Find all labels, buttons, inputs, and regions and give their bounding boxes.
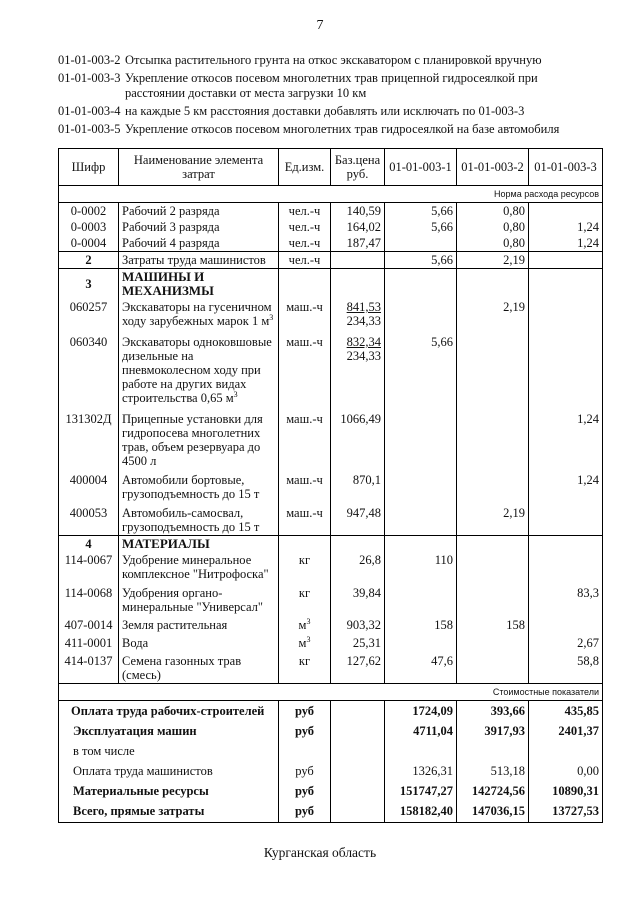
row-name: Вода (119, 633, 279, 651)
cost-label: Стоимостные показатели (59, 684, 603, 701)
row-name: Рабочий 3 разряда (119, 219, 279, 235)
row-c3: 2,67 (529, 633, 603, 651)
total-name: Оплата труда рабочих-строителей (59, 701, 279, 722)
intro-code: 01-01-003-4 (58, 104, 121, 118)
row-code: 0-0004 (59, 235, 119, 252)
header-col2: 01-01-003-2 (457, 149, 529, 186)
row-unit: кг (279, 552, 331, 582)
row-c2: 158 (457, 615, 529, 633)
row-unit: кг (279, 582, 331, 615)
total-c1: 1326,31 (385, 761, 457, 781)
total-c3: 13727,53 (529, 801, 603, 823)
row-c3 (529, 615, 603, 633)
row-c2 (457, 329, 529, 406)
row-c3: 1,24 (529, 219, 603, 235)
row-c1 (385, 406, 457, 469)
table-row (59, 406, 603, 469)
total-c3 (529, 741, 603, 761)
total-row (59, 781, 603, 801)
total-c2: 147036,15 (457, 801, 529, 823)
header-price: Баз.цена руб. (331, 149, 385, 186)
row-c2: 2,19 (457, 252, 529, 269)
row-c1 (385, 469, 457, 502)
row-unit: маш.-ч (279, 469, 331, 502)
row-name: Затраты труда машинистов (119, 252, 279, 269)
row-price: 832,34 234,33 (331, 329, 385, 406)
row-name: Прицепные установки для гидропосева многолетних трав, объем резервуара до 4500 л (119, 406, 279, 469)
row-price: 39,84 (331, 582, 385, 615)
total-unit: руб (279, 721, 331, 741)
row-code: 407-0014 (59, 615, 119, 633)
total-c2 (457, 741, 529, 761)
intro-list (58, 53, 598, 140)
resource-table (58, 148, 603, 823)
row-c1: 110 (385, 552, 457, 582)
intro-item (58, 122, 598, 137)
table-row (59, 203, 603, 220)
intro-text: на каждые 5 км расстояния доставки добавлять или исключать по 01-003-3 (125, 104, 525, 118)
row-unit: маш.-ч (279, 406, 331, 469)
table-header-row (59, 149, 603, 186)
section-code: 4 (59, 536, 119, 553)
row-code: 411-0001 (59, 633, 119, 651)
row-name: Семена газонных трав (смесь) (119, 651, 279, 684)
table-row (59, 299, 603, 329)
total-c2: 142724,56 (457, 781, 529, 801)
header-name: Наименование элемента затрат (119, 149, 279, 186)
row-c1: 47,6 (385, 651, 457, 684)
row-name: Земля растительная (119, 615, 279, 633)
total-row (59, 801, 603, 823)
row-c2: 0,80 (457, 203, 529, 220)
norm-label: Норма расхода ресурсов (59, 186, 603, 203)
total-row (59, 741, 603, 761)
row-name: Экскаваторы на гусеничном ходу зарубежных марок 1 $м^3$ (119, 299, 279, 329)
section-header-machines (59, 269, 603, 300)
header-col1: 01-01-003-1 (385, 149, 457, 186)
row-name: Рабочий 4 разряда (119, 235, 279, 252)
table-row (59, 633, 603, 651)
row-unit: маш.-ч (279, 299, 331, 329)
section-header-materials (59, 536, 603, 553)
total-c3: 435,85 (529, 701, 603, 722)
row-c2: 2,19 (457, 502, 529, 536)
row-code: 060257 (59, 299, 119, 329)
row-unit: маш.-ч (279, 329, 331, 406)
intro-code: 01-01-003-2 (58, 53, 121, 67)
row-price: 26,8 (331, 552, 385, 582)
row-unit: $м^3$ (279, 615, 331, 633)
cost-separator-row (59, 684, 603, 701)
row-c2: 2,19 (457, 299, 529, 329)
row-c2: 0,80 (457, 219, 529, 235)
row-price: 1066,49 (331, 406, 385, 469)
table-row (59, 651, 603, 684)
row-code: 114-0068 (59, 582, 119, 615)
row-c2 (457, 633, 529, 651)
operators-row (59, 252, 603, 269)
section-title: МАШИНЫ И МЕХАНИЗМЫ (119, 269, 279, 300)
footer-region: Курганская область (263, 845, 377, 860)
row-name: Автомобиль-самосвал, грузоподъемность до 15 т (119, 502, 279, 536)
total-c3: 2401,37 (529, 721, 603, 741)
row-code: 0-0002 (59, 203, 119, 220)
row-price: 870,1 (331, 469, 385, 502)
total-name: Оплата труда машинистов (59, 761, 279, 781)
row-c3 (529, 203, 603, 220)
row-code: 114-0067 (59, 552, 119, 582)
total-row (59, 721, 603, 741)
row-name: Удобрение минеральное комплексное "Нитрофоска" (119, 552, 279, 582)
total-c2: 3917,93 (457, 721, 529, 741)
row-name: Экскаваторы одноковшовые дизельные на пневмоколесном ходу при работе на других видах строительства 0,65 $м^3$ (119, 329, 279, 406)
intro-text: Укрепление откосов посевом многолетних трав прицепной гидросеялкой при расстоянии доставки от места загрузки 10 км (125, 71, 538, 100)
row-unit: чел.-ч (279, 203, 331, 220)
row-c1 (385, 502, 457, 536)
total-unit: руб (279, 781, 331, 801)
row-price: 127,62 (331, 651, 385, 684)
total-row (59, 701, 603, 722)
row-code: 060340 (59, 329, 119, 406)
row-code: 400004 (59, 469, 119, 502)
intro-code: 01-01-003-3 (58, 71, 121, 85)
section-title: МАТЕРИАЛЫ (119, 536, 279, 553)
total-c1: 158182,40 (385, 801, 457, 823)
row-c3: 83,3 (529, 582, 603, 615)
row-c1: 158 (385, 615, 457, 633)
total-unit: руб (279, 801, 331, 823)
row-name: Автомобили бортовые, грузоподъемность до 15 т (119, 469, 279, 502)
row-c2 (457, 582, 529, 615)
total-c2: 393,66 (457, 701, 529, 722)
row-unit: чел.-ч (279, 235, 331, 252)
header-col3: 01-01-003-3 (529, 149, 603, 186)
intro-text: Отсыпка растительного грунта на откос экскаватором с планировкой вручную (125, 53, 542, 67)
row-c2 (457, 651, 529, 684)
row-code: 0-0003 (59, 219, 119, 235)
total-name: Всего, прямые затраты (59, 801, 279, 823)
row-code: 2 (59, 252, 119, 269)
total-name: Эксплуатация машин (59, 721, 279, 741)
intro-code: 01-01-003-5 (58, 122, 121, 136)
page-number: 7 (316, 18, 324, 33)
row-c3 (529, 552, 603, 582)
row-c1: 5,66 (385, 329, 457, 406)
total-unit: руб (279, 761, 331, 781)
row-unit: чел.-ч (279, 219, 331, 235)
row-c2 (457, 469, 529, 502)
row-unit: маш.-ч (279, 502, 331, 536)
intro-item (58, 104, 598, 119)
row-c2 (457, 406, 529, 469)
table-row (59, 329, 603, 406)
row-c3: 58,8 (529, 651, 603, 684)
row-name: Удобрения органо-минеральные "Универсал" (119, 582, 279, 615)
row-c1: 5,66 (385, 252, 457, 269)
row-unit: $м^3$ (279, 633, 331, 651)
total-name: в том числе (59, 741, 279, 761)
row-c3 (529, 299, 603, 329)
table-row (59, 615, 603, 633)
total-c1: 4711,04 (385, 721, 457, 741)
row-c1: 5,66 (385, 219, 457, 235)
row-price: 903,32 (331, 615, 385, 633)
row-c3 (529, 329, 603, 406)
total-c3: 10890,31 (529, 781, 603, 801)
row-c2: 0,80 (457, 235, 529, 252)
row-code: 414-0137 (59, 651, 119, 684)
row-c1 (385, 299, 457, 329)
row-c1 (385, 582, 457, 615)
row-price: 947,48 (331, 502, 385, 536)
section-code: 3 (59, 269, 119, 300)
total-c2: 513,18 (457, 761, 529, 781)
row-name: Рабочий 2 разряда (119, 203, 279, 220)
table-row (59, 219, 603, 235)
row-c3 (529, 252, 603, 269)
total-c1 (385, 741, 457, 761)
row-price: 841,53 234,33 (331, 299, 385, 329)
total-c1: 1724,09 (385, 701, 457, 722)
intro-item (58, 53, 598, 68)
row-c3: 1,24 (529, 235, 603, 252)
header-code: Шифр (59, 149, 119, 186)
row-c3 (529, 502, 603, 536)
intro-item (58, 71, 598, 101)
row-c1 (385, 633, 457, 651)
row-price: 25,31 (331, 633, 385, 651)
row-c3: 1,24 (529, 469, 603, 502)
total-unit (279, 741, 331, 761)
row-c1: 5,66 (385, 203, 457, 220)
total-name: Материальные ресурсы (59, 781, 279, 801)
row-price (331, 252, 385, 269)
row-unit: чел.-ч (279, 252, 331, 269)
table-row (59, 469, 603, 502)
row-code: 400053 (59, 502, 119, 536)
row-price: 140,59 (331, 203, 385, 220)
table-row (59, 235, 603, 252)
row-price: 187,47 (331, 235, 385, 252)
total-row (59, 761, 603, 781)
intro-text: Укрепление откосов посевом многолетних трав гидросеялкой на базе автомобиля (125, 122, 560, 136)
norm-separator-row (59, 186, 603, 203)
header-unit: Ед.изм. (279, 149, 331, 186)
table-row (59, 582, 603, 615)
row-c1 (385, 235, 457, 252)
row-unit: кг (279, 651, 331, 684)
row-c2 (457, 552, 529, 582)
row-price: 164,02 (331, 219, 385, 235)
row-code: 131302Д (59, 406, 119, 469)
row-c3: 1,24 (529, 406, 603, 469)
table-row (59, 552, 603, 582)
table-row (59, 502, 603, 536)
total-unit: руб (279, 701, 331, 722)
total-c3: 0,00 (529, 761, 603, 781)
total-c1: 151747,27 (385, 781, 457, 801)
